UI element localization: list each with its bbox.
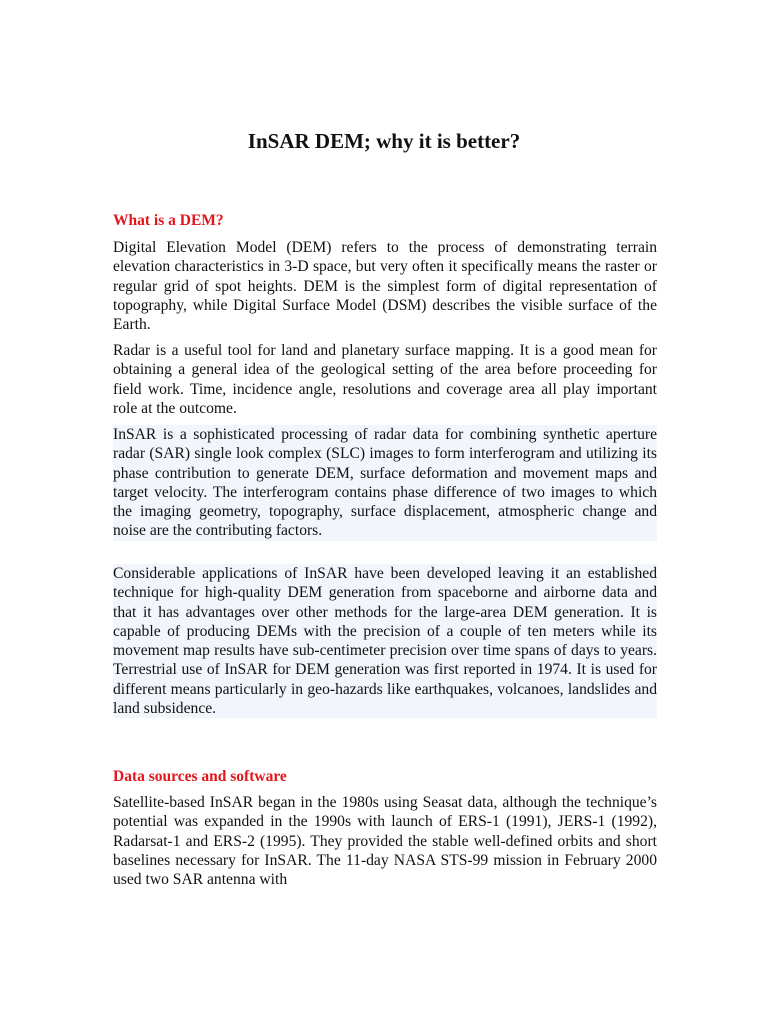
section-heading-data-sources: Data sources and software xyxy=(113,768,287,785)
paragraph-dem-definition: Digital Elevation Model (DEM) refers to the process of demonstrating terrain elevation characteristics in 3-D space, but very often it specifically means the raster or regular grid of spot heights. DEM is the simplest form of digital representation of topography, while Digital Surface Model (DSM) describes the visible surface of the Earth. xyxy=(113,239,657,334)
paragraph-insar-processing: InSAR is a sophisticated processing of radar data for combining synthetic aperture radar (SAR) single look complex (SLC) images to form interferogram and utilizing its phase contribution to generate DEM, surface deformation and movement maps and target velocity. The interferogram contains phase difference of two images to which the imaging geometry, topography, surface displacement, atmospheric change and noise are the contributing factors. xyxy=(113,426,657,540)
paragraph-insar-applications: Considerable applications of InSAR have been developed leaving it an established technique for high-quality DEM generation from spaceborne and airborne data and that it has advantages over other methods for the large-area DEM generation. It is capable of producing DEMs with the precision of a couple of ten meters while its movement map results have sub-centimeter precision over time spans of days to years. Terrestrial use of InSAR for DEM generation was first reported in 1974. It is used for different means particularly in geo-hazards like earthquakes, volcanoes, landslides and land subsidence. xyxy=(113,565,657,718)
section-heading-what-is-dem: What is a DEM? xyxy=(113,212,224,229)
paragraph-radar-tool: Radar is a useful tool for land and planetary surface mapping. It is a good mean for obtaining a general idea of the geological setting of the area before proceeding for field work. Time, incidence angle, resolutions and coverage area all play important role at the outcome. xyxy=(113,342,657,417)
document-title: InSAR DEM; why it is better? xyxy=(247,129,521,153)
paragraph-satellite-insar: Satellite-based InSAR began in the 1980s using Seasat data, although the technique’s potential was expanded in the 1990s with launch of ERS-1 (1991), JERS-1 (1992), Radarsat-1 and ERS-2 (1995). They provided the stable well-defined orbits and short baselines necessary for InSAR. The 11-day NASA STS-99 mission in February 2000 used two SAR antenna with xyxy=(113,794,657,889)
